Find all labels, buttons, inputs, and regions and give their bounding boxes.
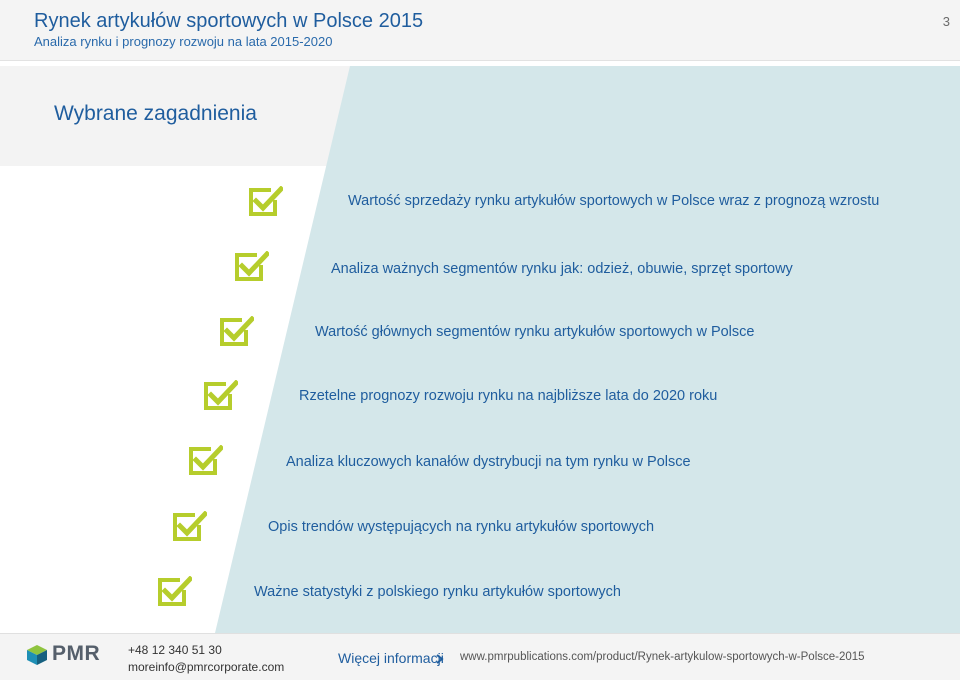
document-title: Rynek artykułów sportowych w Polsce 2015 <box>34 10 424 32</box>
contact-phone: +48 12 340 51 30 <box>128 643 222 657</box>
checkbox-check-icon <box>218 316 254 348</box>
footer-bar <box>0 633 960 680</box>
contact-email[interactable]: moreinfo@pmrcorporate.com <box>128 660 285 674</box>
section-title: Wybrane zagadnienia <box>54 102 257 125</box>
list-item: Rzetelne prognozy rozwoju rynku na najbliższe lata do 2020 roku <box>299 388 718 404</box>
checkbox-check-icon <box>233 251 269 283</box>
chevron-right-icon[interactable] <box>436 654 444 664</box>
checkbox-check-icon <box>187 445 223 477</box>
checkbox-check-icon <box>156 576 192 608</box>
checkbox-check-icon <box>171 511 207 543</box>
list-item: Wartość sprzedaży rynku artykułów sportowych w Polsce wraz z prognozą wzrostu <box>348 193 880 209</box>
product-url-link[interactable]: www.pmrpublications.com/product/Rynek-artykulow-sportowych-w-Polsce-2015 <box>460 651 865 663</box>
more-info-link[interactable]: Więcej informacji <box>338 650 444 666</box>
list-item: Opis trendów występujących na rynku artykułów sportowych <box>268 519 655 535</box>
pmr-logo-text: PMR <box>52 642 101 665</box>
document-subtitle: Analiza rynku i prognozy rozwoju na lata 2015-2020 <box>34 34 333 49</box>
list-item: Analiza ważnych segmentów rynku jak: odzież, obuwie, sprzęt sportowy <box>331 261 793 277</box>
page-number: 3 <box>942 14 950 29</box>
list-item: Analiza kluczowych kanałów dystrybucji na tym rynku w Polsce <box>286 454 691 470</box>
checkbox-check-icon <box>202 380 238 412</box>
list-item: Wartość głównych segmentów rynku artykułów sportowych w Polsce <box>315 324 755 340</box>
list-item: Ważne statystyki z polskiego rynku artykułów sportowych <box>254 584 621 600</box>
pmr-logo-cube-icon <box>26 644 48 666</box>
checkbox-check-icon <box>247 186 283 218</box>
